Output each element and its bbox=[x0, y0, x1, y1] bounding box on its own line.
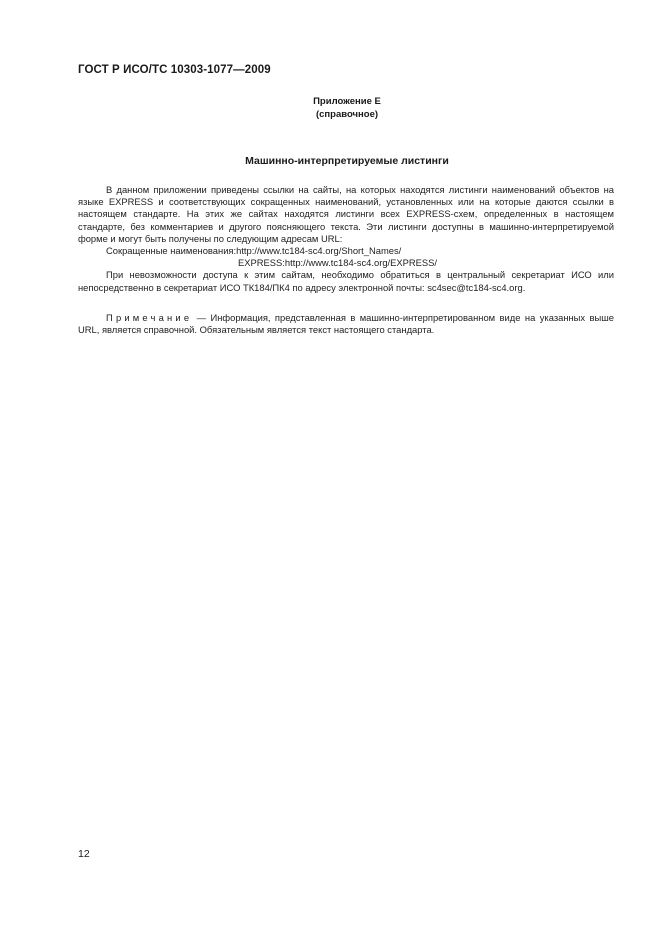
contact-paragraph: При невозможности доступа к этим сайтам, необходимо обратиться в центральный секретариат ИСО или непосредственно в секретариат ИСО ТК184/ПК4 по адресу электронной почты: sc4sec@tc184-sc4.org. bbox=[78, 269, 614, 293]
intro-paragraph: В данном приложении приведены ссылки на сайты, на которых находятся листинги наименований объектов на языке EXPRESS и соответствующих сокращенных наименований, установленных или на которые даются ссылки в настоящем стандарте. На этих же сайтах находятся листинги всех EXPRESS-схем, определенных в настоящем стандарте, без комментариев и другого поясняющего текста. Эти листинги доступны в машинно-интерпретируемой форме и могут быть получены по следующим адресам URL: bbox=[78, 184, 614, 244]
standard-designation: ГОСТ Р ИСО/ТС 10303-1077—2009 bbox=[78, 64, 271, 76]
appendix-heading bbox=[78, 95, 616, 121]
url-express: EXPRESS:http://www.tc184-sc4.org/EXPRESS/ bbox=[238, 257, 438, 269]
appendix-kind: (справочное) bbox=[315, 109, 379, 120]
note-text: — Информация, представленная в машинно-интерпретированном виде на указанных выше URL, является справочной. Обязательным является текст настоящего стандарта. bbox=[78, 311, 614, 336]
note-label: Примечание bbox=[106, 311, 193, 323]
note-paragraph bbox=[78, 312, 614, 336]
body-text bbox=[78, 184, 614, 336]
appendix-title: Приложение Е bbox=[313, 96, 381, 107]
url-short-names: Сокращенные наименования:http://www.tc184-sc4.org/Short_Names/ bbox=[106, 245, 402, 257]
page-number: 12 bbox=[78, 848, 90, 860]
section-title: Машинно-интерпретируемые листинги bbox=[245, 155, 449, 167]
